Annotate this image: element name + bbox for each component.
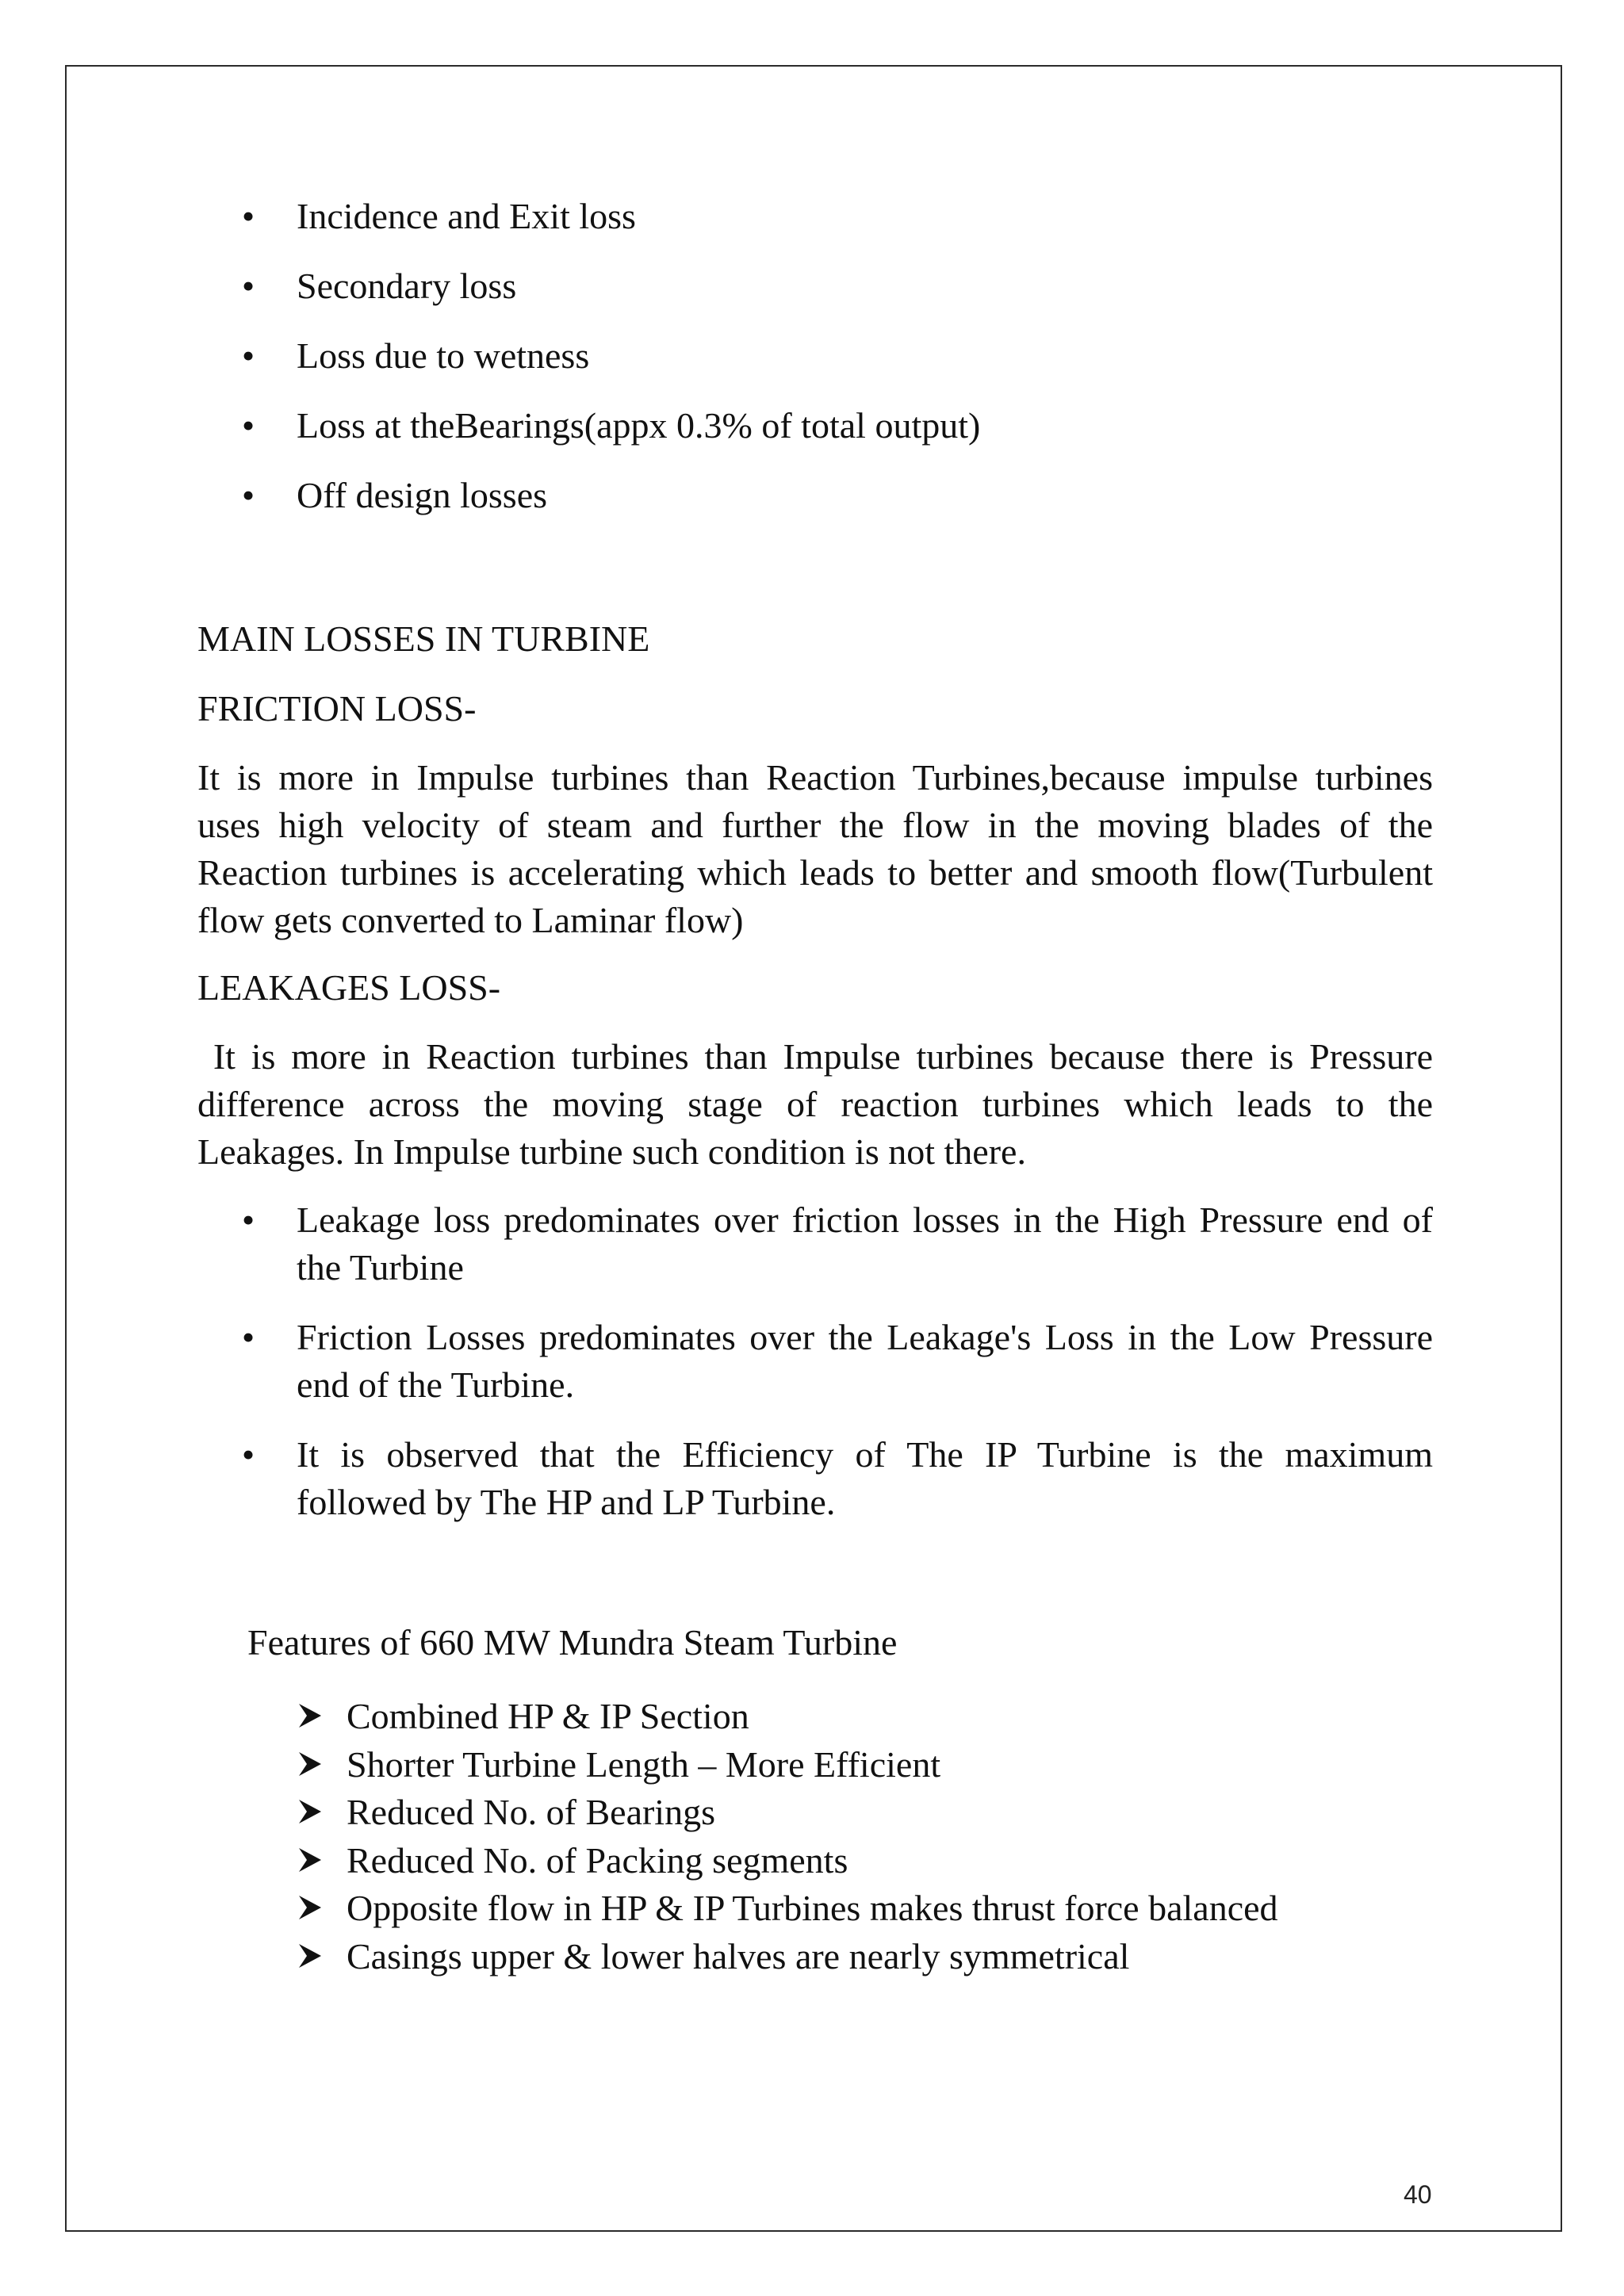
paragraph-line: It is more in Reaction turbines than Impulse turbines because there is Pressure xyxy=(197,1036,1433,1077)
arrowhead-bullet-icon xyxy=(297,1798,323,1825)
list-item-text: Secondary loss xyxy=(297,266,517,306)
arrowhead-bullet-icon xyxy=(297,1846,323,1873)
arrowhead-bullet-icon xyxy=(297,1894,323,1921)
paragraph-line: difference across the moving stage of reaction turbines which leads to the xyxy=(197,1084,1433,1124)
paragraph-line: the Turbine xyxy=(297,1247,464,1288)
list-item-text: Shorter Turbine Length – More Efficient xyxy=(347,1743,941,1785)
list-item xyxy=(243,1314,1433,1431)
bullet-icon: • xyxy=(242,196,255,236)
list-item xyxy=(243,1196,1433,1314)
friction-loss-heading: FRICTION LOSS- xyxy=(197,688,477,729)
list-item-text: Casings upper & lower halves are nearly symmetrical xyxy=(347,1935,1130,1976)
paragraph-line: Leakages. In Impulse turbine such condition is not there. xyxy=(197,1131,1026,1172)
list-item-text: Loss due to wetness xyxy=(297,335,590,376)
paragraph-line: uses high velocity of steam and further the flow in the moving blades of the xyxy=(197,805,1433,845)
list-item-text xyxy=(297,1196,1433,1292)
bullet-icon: • xyxy=(242,1317,255,1357)
list-item xyxy=(243,1431,1433,1548)
paragraph-line: It is more in Impulse turbines than Reaction Turbines,because impulse turbines xyxy=(197,757,1433,798)
leakages-loss-heading: LEAKAGES LOSS- xyxy=(197,967,501,1008)
leakages-loss-paragraph xyxy=(197,1033,1433,1176)
bullet-icon: • xyxy=(242,335,255,376)
friction-loss-paragraph xyxy=(197,754,1433,944)
list-item-text: Off design losses xyxy=(297,475,548,515)
list-item-text: Loss at theBearings(appx 0.3% of total output) xyxy=(297,405,981,446)
paragraph-line: followed by The HP and LP Turbine. xyxy=(297,1482,836,1522)
bullet-icon: • xyxy=(242,475,255,515)
paragraph-line: Reaction turbines is accelerating which leads to better and smooth flow(Turbulent xyxy=(197,852,1433,893)
list-item-text xyxy=(297,1314,1433,1409)
observation-list xyxy=(243,1196,1433,1548)
main-losses-heading: MAIN LOSSES IN TURBINE xyxy=(197,618,650,659)
paragraph-line: Leakage loss predominates over friction losses in the High Pressure end of xyxy=(297,1200,1433,1240)
arrowhead-bullet-icon xyxy=(297,1751,323,1777)
bullet-icon: • xyxy=(242,1434,255,1475)
list-item-text: Incidence and Exit loss xyxy=(297,196,636,236)
list-item-text: Reduced No. of Packing segments xyxy=(347,1839,848,1881)
arrowhead-bullet-icon xyxy=(297,1942,323,1969)
paragraph-line: It is observed that the Efficiency of The IP Turbine is the maximum xyxy=(297,1434,1433,1475)
page-number: 40 xyxy=(1404,2180,1432,2209)
paragraph-line: flow gets converted to Laminar flow) xyxy=(197,900,744,940)
features-title: Features of 660 MW Mundra Steam Turbine xyxy=(247,1622,898,1663)
bullet-icon: • xyxy=(242,1200,255,1240)
list-item-text: Opposite flow in HP & IP Turbines makes thrust force balanced xyxy=(347,1888,1278,1928)
list-item-text xyxy=(297,1431,1433,1526)
paragraph-line: end of the Turbine. xyxy=(297,1364,575,1405)
arrowhead-bullet-icon xyxy=(297,1702,323,1729)
list-item-text: Reduced No. of Bearings xyxy=(347,1792,715,1832)
bullet-icon: • xyxy=(242,266,255,306)
paragraph-line: Friction Losses predominates over the Leakage's Loss in the Low Pressure xyxy=(297,1317,1433,1357)
bullet-icon: • xyxy=(242,405,255,446)
list-item-text: Combined HP & IP Section xyxy=(347,1696,749,1736)
